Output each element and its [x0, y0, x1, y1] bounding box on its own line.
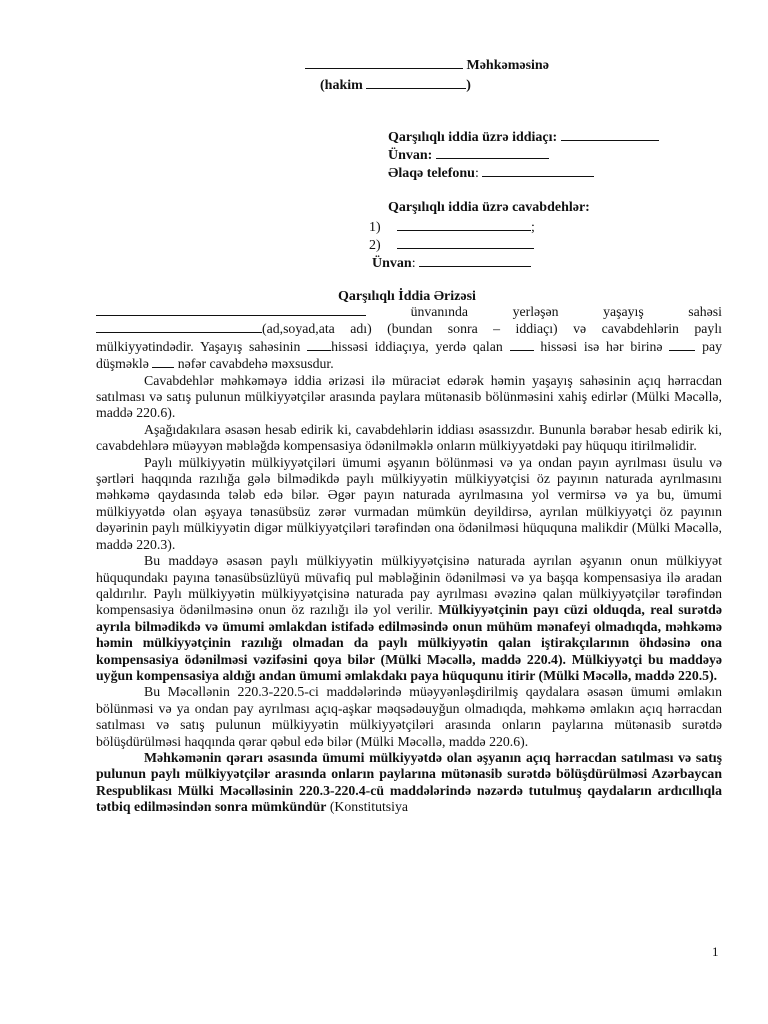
- phone-blank: [482, 164, 594, 177]
- paragraph-7-normal: (Konstitutsiya: [326, 799, 409, 815]
- defendants-label: Qarşılıqlı iddia üzrə cavabdehlər:: [388, 200, 590, 215]
- persons-count-blank: [152, 355, 174, 368]
- share-blank-2: [510, 338, 534, 351]
- plaintiff-line: [388, 128, 659, 146]
- plaintiff-address-label: Ünvan:: [388, 148, 433, 163]
- phone-colon: :: [474, 166, 479, 181]
- paragraph-1-part-e: pay düşməklə: [96, 338, 723, 372]
- paragraph-2: Cavabdehlər məhkəməyə iddia ərizəsi ilə müraciət edərək həmin yaşayış sahəsinin açıq hərracdan satılması və satış pulunun mülkiyyətçilər arasında paylara mütənasib bölünməsini xahiş edirlər (Mülki Məcəllə, maddə 220.6).: [96, 372, 722, 421]
- defendant-2-number: 2): [369, 238, 381, 253]
- judge-suffix: ): [466, 78, 471, 93]
- page-number: 1: [712, 944, 719, 959]
- document-body: [96, 303, 722, 816]
- paragraph-4: Paylı mülkiyyətin mülkiyyətçiləri ümumi əşyanın bölünməsi və ya ondan payın ayrılması üsulu və şərtləri haqqında razılığa gələ bilmədikdə paylı mülkiyyətin mülkiyyətçisi öz payının naturada ayrılmasını məhkəmə qaydasında tələb edə bilər. Əgər payın naturada ayrılmasına yol vermirsə və ya bu, ümumi mülkiyyətdə olan əşyaya tənasübsüz zərər vurmadan mümkün deyildirsə, ayrılan mülkiyyətçi öz payının dəyərinin paylı mülkiyyətin digər mülkiyyətçiləri tərəfindən ona ödənilməsi hüququna malikdir (Mülki Məcəllə, maddə 220.3).: [96, 454, 722, 552]
- address-blank: [96, 303, 366, 316]
- paragraph-1-part-a: ünvanında yerləşən yaşayış sahəsi: [410, 304, 722, 319]
- judge-name-blank: [366, 76, 466, 89]
- paragraph-6: Bu Məcəllənin 220.3-220.5-ci maddələrində müəyyənləşdirilmiş qaydalara əsasən ümumi əmlakın bölünməsi və ya ondan pay ayrılması açıq-aşkar məqsədəuyğun olmadıqda, məhkəmə əmlakın açıq hərracdan satılması və satış pulunun mülkiyyətin mülkiyyətçiləri arasında onların paylarına mütənasib surətdə bölüşdürülməsi haqqında qərar qəbul edə bilər (Mülki Məcəllə, maddə 220.6).: [96, 684, 722, 749]
- defendant-item-1: [369, 218, 535, 236]
- paragraph-7-bold: Məhkəmənin qərarı əsasında ümumi mülkiyyətdə olan əşyanın açıq hərracdan satılması və satış pulunun paylı mülkiyyətçilər arasında onların paylarına mütənasib surətdə bölüşdürülməsi Azərbaycan Respublikası Mülki Məcəlləsinin 220.3-220.4-cü maddələrində nəzərdə tutulmuş qaydaların ardıcıllıqla tətbiq edilməsindən sonra mümkündür: [96, 749, 722, 815]
- court-suffix: Məhkəməsinə: [466, 58, 549, 73]
- judge-line: [320, 76, 471, 94]
- defendants-address-label: Ünvan: [372, 256, 412, 271]
- paragraph-1: [96, 303, 722, 373]
- plaintiff-address-blank: [436, 146, 549, 159]
- defendant-1-end: ;: [531, 220, 535, 235]
- judge-prefix: (hakim: [320, 78, 363, 93]
- defendants-address-blank: [419, 254, 531, 267]
- court-line: [305, 56, 549, 74]
- plaintiff-blank: [561, 128, 659, 141]
- phone-label: Əlaqə telefonu: [388, 166, 475, 181]
- paragraph-7: [96, 750, 722, 816]
- defendant-item-2: [369, 236, 534, 254]
- paragraph-5-bold: Mülkiyyətçinin payı cüzi olduqda, real surətdə ayrıla bilmədikdə və ümumi əmlakdan istifadə edilməsində onun mühüm mənafeyi olmadıqda, məhkəmə həmin mülkiyyətçinin razılığı olmadan da paylı mülkiyyətin qalan iştirakçılarının öhdəsinə ona kompensasiya ödənilməsi vəzifəsini qoya bilər (Mülki Məcəllə, maddə 220.4). Mülkiyyətçi bu maddəyə uyğun kompensasiya aldığı andan ümumi əmlakdakı paya hüququnu itirir (Mülki Məcəllə, maddə 220.5).: [96, 602, 722, 683]
- phone-line: [388, 164, 594, 182]
- plaintiff-label: Qarşılıqlı iddia üzrə iddiaçı:: [388, 130, 558, 145]
- defendants-address-line: [372, 254, 531, 272]
- document-title: Qarşılıqlı İddia Ərizəsi: [338, 289, 476, 304]
- paragraph-5: [96, 553, 722, 684]
- paragraph-3: Aşağıdakılara əsasən hesab edirik ki, cavabdehlərin iddiası əsassızdır. Bununla bərabər hesab edirik ki, cavabdehlərə müəyyən məbləğdə kompensasiya ödənilməklə onların mülkiyyətdəki pay hüququ itirilməlidir.: [96, 421, 722, 454]
- owner-name-blank: [96, 320, 262, 333]
- defendant-1-number: 1): [369, 220, 381, 235]
- share-blank-3: [669, 338, 695, 351]
- share-blank-1: [307, 338, 331, 351]
- paragraph-1-part-d: hissəsi isə hər birinə: [533, 338, 670, 354]
- defendant-2-blank: [397, 236, 534, 249]
- defendants-address-colon: :: [411, 256, 416, 271]
- court-name-blank: [305, 56, 463, 69]
- paragraph-1-part-c: hissəsi iddiaçıya, yerdə qalan: [331, 338, 510, 354]
- plaintiff-address-line: [388, 146, 549, 164]
- paragraph-1-part-f: nəfər cavabdehə məxsusdur.: [174, 356, 334, 372]
- defendant-1-blank: [397, 218, 531, 231]
- paragraph-1-part-b: (ad,soyad,ata adı) (bundan sonra – iddiaçı) və cavabdehlərin paylı mülkiyyətindədir. Yaşayış sahəsinin: [96, 321, 722, 354]
- paragraph-5-normal: Bu maddəyə əsasən paylı mülkiyyətin mülkiyyətçisinə naturada ayrılan əşyanın onun mülkiyyət hüququndakı payına tənasübsüzlüyü müvafiq pul məbləğinin ödənilməsi və ya başqa kompensasiya ilə aradan qaldırılır. Paylı mülkiyyətin mülkiyyətçisinə naturada pay ayrılması əvəzinə qalan mülkiyyətçilər tərəfindən kompensasiya ödənilməsinə onun öz razılığı ilə yol verilir.: [96, 553, 722, 618]
